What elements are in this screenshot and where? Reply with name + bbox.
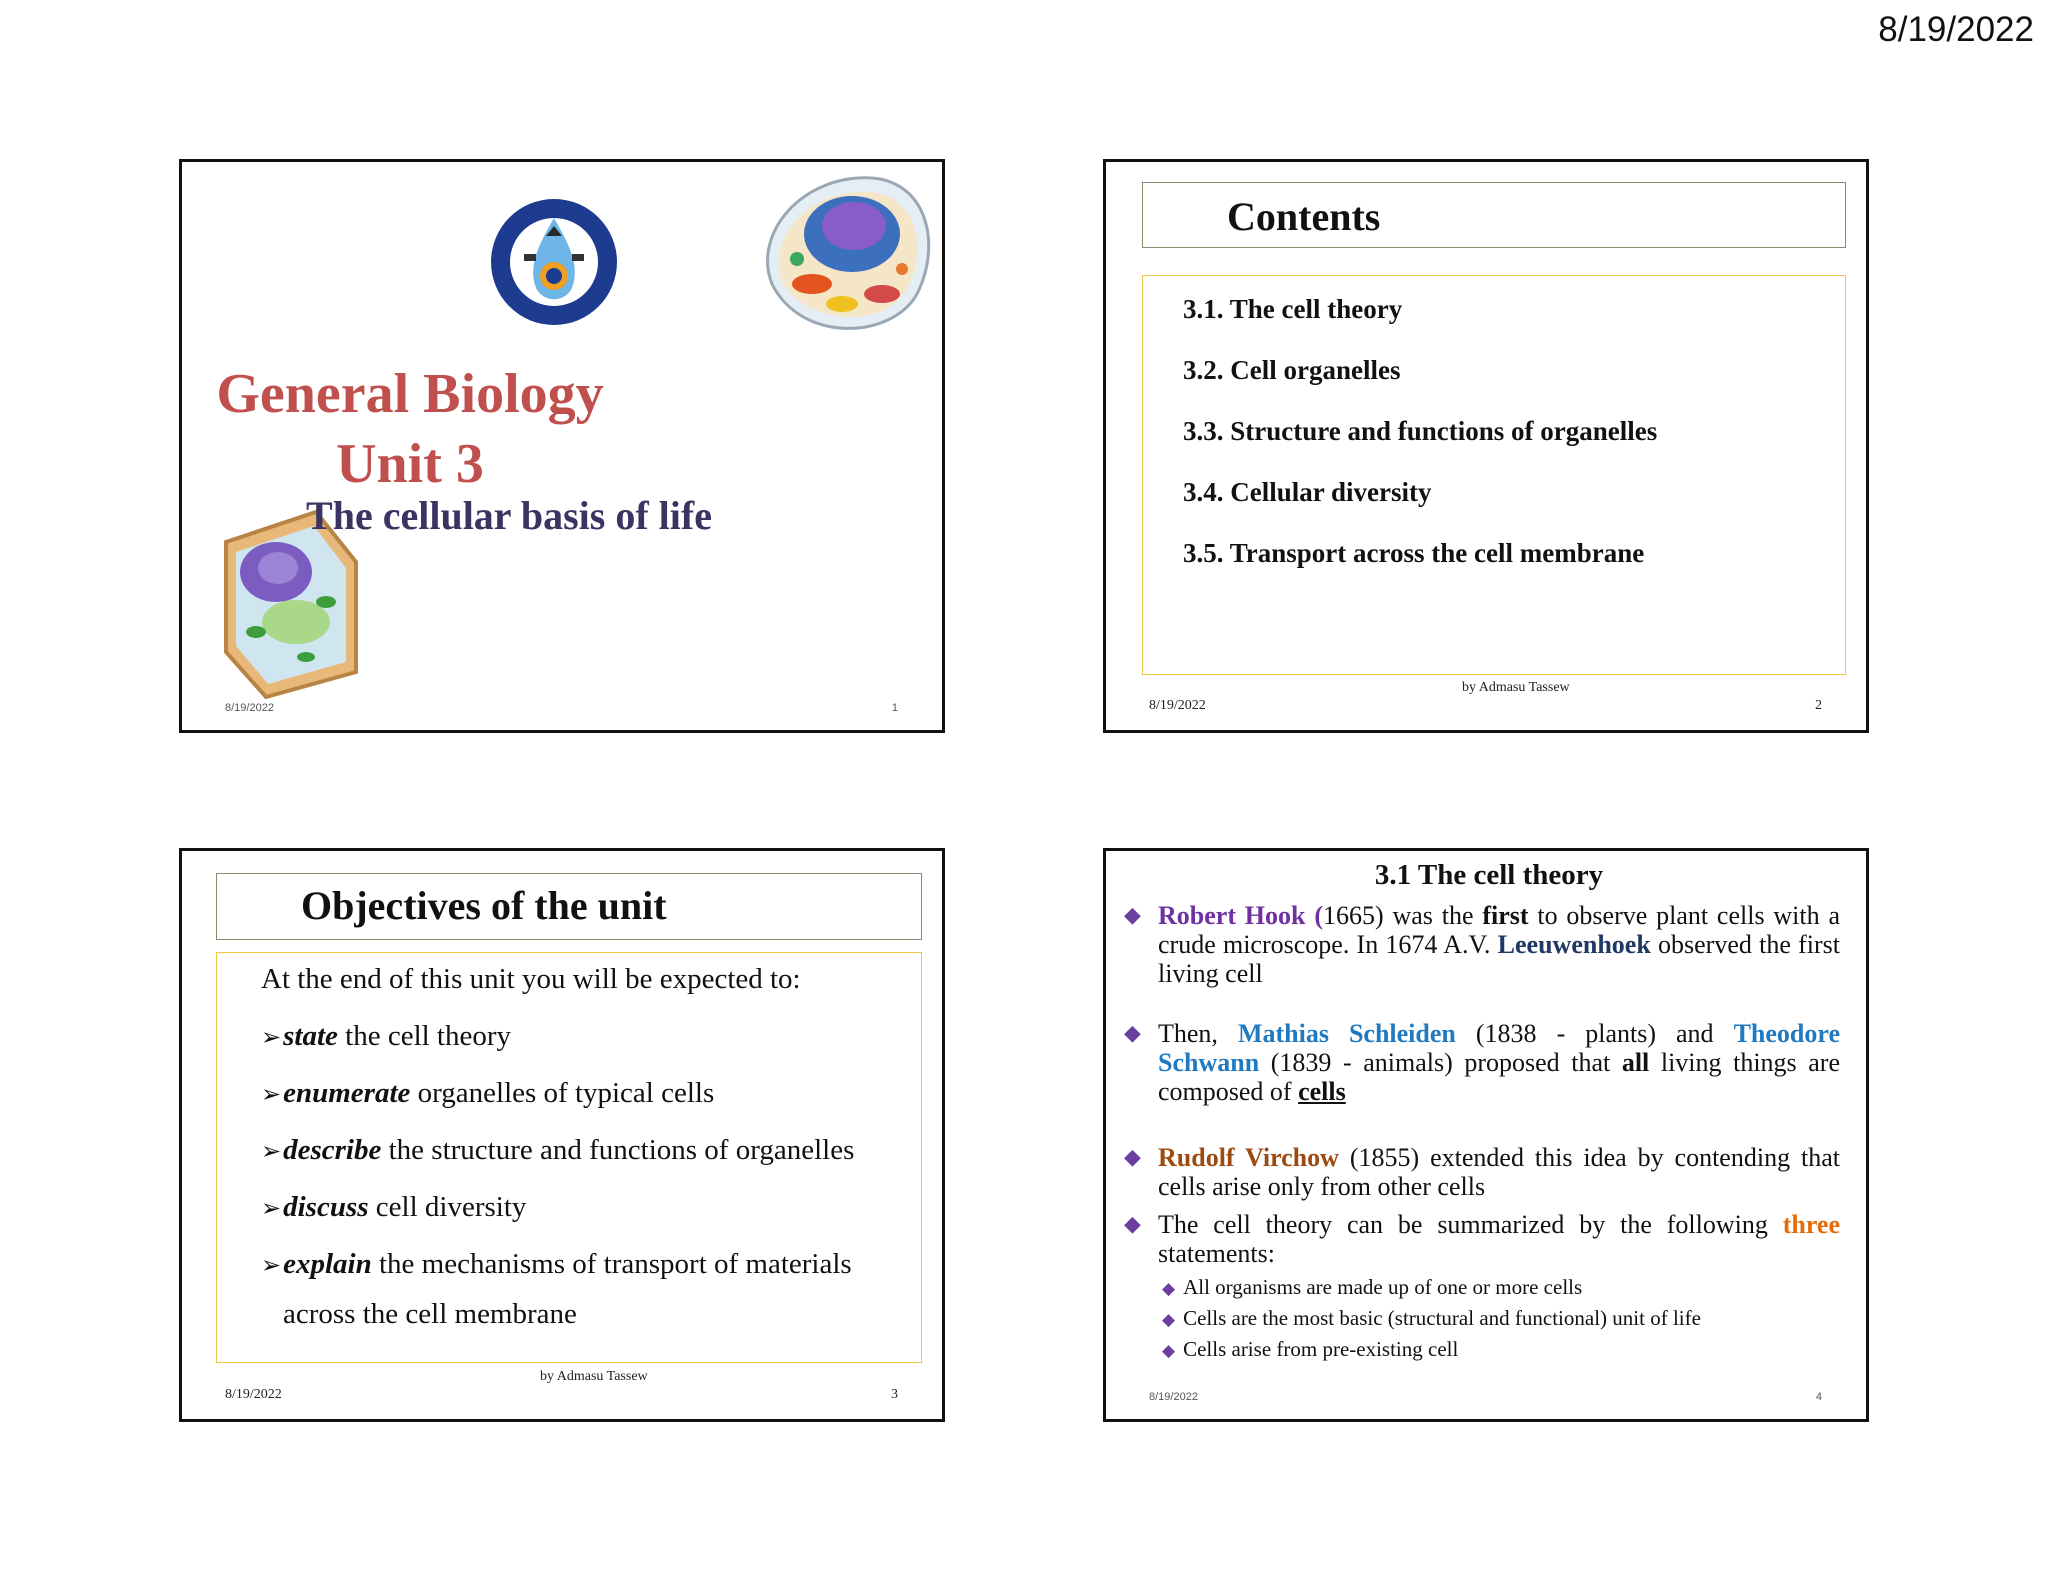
slide-3 <box>179 848 945 1422</box>
cell-theory-bullet: ◆ Then, Mathias Schleiden (1838 - plants) and Theodore Schwann (1839 - animals) proposed that all living things are composed of cells <box>1124 1019 1840 1106</box>
slide-number: 1 <box>891 702 898 714</box>
statement-item: ◆ Cells are the most basic (structural and functional) unit of life <box>1162 1306 1701 1330</box>
diamond-bullet-icon: ◆ <box>1162 1341 1176 1361</box>
slide-footer-date: 8/19/2022 <box>225 1387 282 1402</box>
diamond-bullet-icon: ◆ <box>1162 1279 1176 1299</box>
slide-number: 2 <box>1815 698 1822 713</box>
contents-item: 3.5. Transport across the cell membrane <box>1183 538 1645 568</box>
objective-continuation: across the cell membrane <box>283 1298 577 1330</box>
arrow-bullet-icon: ➢ <box>261 1137 282 1165</box>
diamond-bullet-icon: ◆ <box>1124 1021 1141 1046</box>
objective-item: ➢discuss cell diversity <box>261 1191 527 1223</box>
heading-box <box>216 873 922 940</box>
slide-heading: 3.1 The cell theory <box>1374 859 1604 891</box>
slide-4 <box>1103 848 1869 1422</box>
slide-unit: Unit 3 <box>336 433 484 495</box>
slide-heading: Contents <box>1227 194 1381 239</box>
contents-list <box>1142 275 1846 675</box>
statement-item: ◆ All organisms are made up of one or more cells <box>1162 1275 1583 1299</box>
slide-heading: Objectives of the unit <box>301 883 667 928</box>
slide-number: 4 <box>1815 1391 1822 1403</box>
slide-footer-date: 8/19/2022 <box>1149 1391 1198 1403</box>
cell-theory-bullet: ◆ The cell theory can be summarized by the following three statements: <box>1124 1210 1840 1268</box>
arrow-bullet-icon: ➢ <box>261 1194 282 1222</box>
slide-footer-date: 8/19/2022 <box>1149 698 1206 713</box>
contents-item: 3.4. Cellular diversity <box>1183 477 1432 507</box>
cell-theory-bullet: ◆ Robert Hook (1665) was the first to observe plant cells with a crude microscope. In 1674 A.V. Leeuwenhoek observed the first living cell <box>1124 901 1841 988</box>
diamond-bullet-icon: ◆ <box>1162 1310 1176 1330</box>
slide-author: by Admasu Tassew <box>1462 680 1570 695</box>
page-date: 8/19/2022 <box>1878 10 2034 49</box>
slide-subtitle: The cellular basis of life <box>306 493 712 538</box>
contents-item: 3.2. Cell organelles <box>1183 355 1401 385</box>
cell-theory-bullet: ◆ Rudolf Virchow (1855) extended this idea by contending that cells arise only from other cells <box>1124 1143 1840 1201</box>
slide-title: General Biology <box>216 363 604 425</box>
slide-author: by Admasu Tassew <box>540 1369 648 1384</box>
arrow-bullet-icon: ➢ <box>261 1080 282 1108</box>
statement-item: ◆ Cells arise from pre-existing cell <box>1162 1337 1459 1361</box>
heading-box <box>1142 182 1846 248</box>
diamond-bullet-icon: ◆ <box>1124 1212 1141 1237</box>
contents-item: 3.1. The cell theory <box>1183 294 1403 324</box>
diamond-bullet-icon: ◆ <box>1124 903 1141 928</box>
objectives-intro: At the end of this unit you will be expected to: <box>261 963 801 995</box>
animal-cell-illustration <box>742 164 942 354</box>
objective-item: ➢enumerate organelles of typical cells <box>261 1077 715 1109</box>
objective-item: ➢describe the structure and functions of organelles <box>261 1134 855 1166</box>
arrow-bullet-icon: ➢ <box>261 1023 282 1051</box>
arrow-bullet-icon: ➢ <box>261 1251 282 1279</box>
objective-item: ➢explain the mechanisms of transport of materials <box>261 1248 852 1280</box>
objective-item: ➢state the cell theory <box>261 1020 512 1052</box>
slide-number: 3 <box>891 1387 898 1402</box>
slide-footer-date: 8/19/2022 <box>225 702 274 714</box>
university-logo <box>488 196 620 328</box>
objectives-box <box>216 952 922 1363</box>
slide-2 <box>1103 159 1869 733</box>
contents-item: 3.3. Structure and functions of organelles <box>1183 416 1658 446</box>
slide-1 <box>179 159 945 733</box>
diamond-bullet-icon: ◆ <box>1124 1145 1141 1170</box>
